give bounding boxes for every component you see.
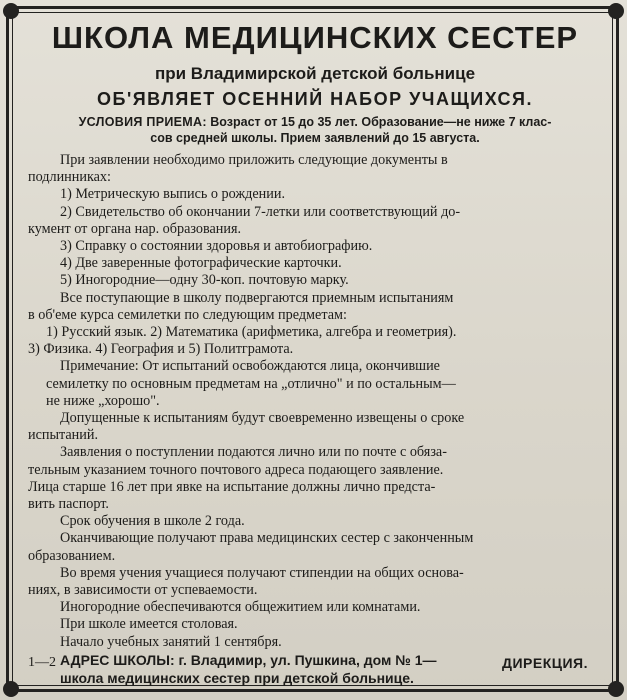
canteen-line: При школе имеется столовая. — [60, 616, 238, 633]
document-item: 5) Иногородние—одну 30-коп. почтовую марку. — [60, 272, 349, 289]
school-address-cont: школа медицинских сестер при детской больнице. — [60, 669, 414, 686]
document-item: 1) Метрическую выпись о рождении. — [60, 186, 286, 203]
start-date-line: Начало учебных занятий 1 сентября. — [60, 633, 282, 650]
applications-line: Лица старше 16 лет при явке на испытание должны лично предста- — [28, 478, 436, 495]
document-item: 4) Две заверенные фотографические карточки. — [60, 255, 342, 272]
admission-conditions — [28, 114, 602, 146]
stipend-line: Во время учения учащиеся получают стипендии на общих основа- — [60, 564, 464, 581]
document-item-cont: кумент от органа нар. образования. — [28, 220, 242, 237]
document-item: 2) Свидетельство об окончании 7-летки или соответствующий до- — [60, 203, 461, 220]
exam-subjects: 1) Русский язык. 2) Математика (арифметика, алгебра и геометрия). — [46, 324, 457, 341]
announcement: ОБ'ЯВЛЯЕТ ОСЕННИЙ НАБОР УЧАЩИХСЯ. — [97, 89, 533, 109]
applications-line: тельным указанием точного почтового адреса подающего заявление. — [28, 461, 444, 478]
note-line: Примечание: От испытаний освобождаются лица, окончившие — [60, 358, 440, 375]
signature: ДИРЕКЦИЯ. — [502, 655, 588, 671]
applications-line: Заявления о поступлении подаются лично или по почте с обяза- — [60, 444, 447, 461]
stipend-line-cont: ниях, в зависимости от успеваемости. — [28, 582, 258, 599]
graduates-line: Оканчивающие получают права медицинских сестер с законченным — [60, 530, 474, 547]
conditions-line-2: сов средней школы. Прием заявлений до 15 августа. — [150, 131, 480, 145]
ad-content — [28, 18, 602, 687]
corner-ornament — [608, 681, 624, 697]
notify-line-cont: испытаний. — [28, 427, 99, 444]
note-line: не ниже „хорошо". — [46, 392, 160, 409]
exams-intro: Все поступающие в школу подвергаются приемным испытаниям — [60, 289, 454, 306]
graduates-line-cont: образованием. — [28, 547, 116, 564]
corner-ornament — [3, 3, 19, 19]
ad-code: 1—2 — [28, 655, 56, 670]
housing-line: Иногородние обеспечиваются общежитием или комнатами. — [60, 599, 421, 616]
applications-line: вить паспорт. — [28, 496, 109, 513]
subtitle: при Владимирской детской больнице — [154, 64, 476, 83]
note-line: семилетку по основным предметам на „отлично" и по остальным— — [46, 375, 456, 392]
document-item: 3) Справку о состоянии здоровья и автобиографию. — [60, 238, 373, 255]
conditions-text-1: Возраст от 15 до 35 лет. Образование—не ниже 7 клас- — [210, 115, 552, 129]
conditions-line-1 — [28, 114, 602, 130]
exam-subjects-cont: 3) Физика. 4) География и 5) Политграмота. — [28, 341, 294, 358]
page-title: ШКОЛА МЕДИЦИНСКИХ СЕСТЕР — [51, 20, 579, 55]
school-address: АДРЕС ШКОЛЫ: г. Владимир, ул. Пушкина, дом № 1— — [60, 651, 437, 668]
corner-ornament — [608, 3, 624, 19]
notify-line: Допущенные к испытаниям будут своевременно извещены о сроке — [60, 410, 465, 427]
conditions-label: УСЛОВИЯ ПРИЕМА: — [78, 115, 207, 129]
exams-intro-cont: в об'еме курса семилетки по следующим предметам: — [28, 306, 347, 323]
documents-intro-cont: подлинниках: — [28, 169, 111, 186]
duration-line: Срок обучения в школе 2 года. — [60, 513, 245, 530]
corner-ornament — [3, 681, 19, 697]
documents-intro: При заявлении необходимо приложить следующие документы в — [60, 152, 448, 168]
footer — [28, 655, 588, 675]
